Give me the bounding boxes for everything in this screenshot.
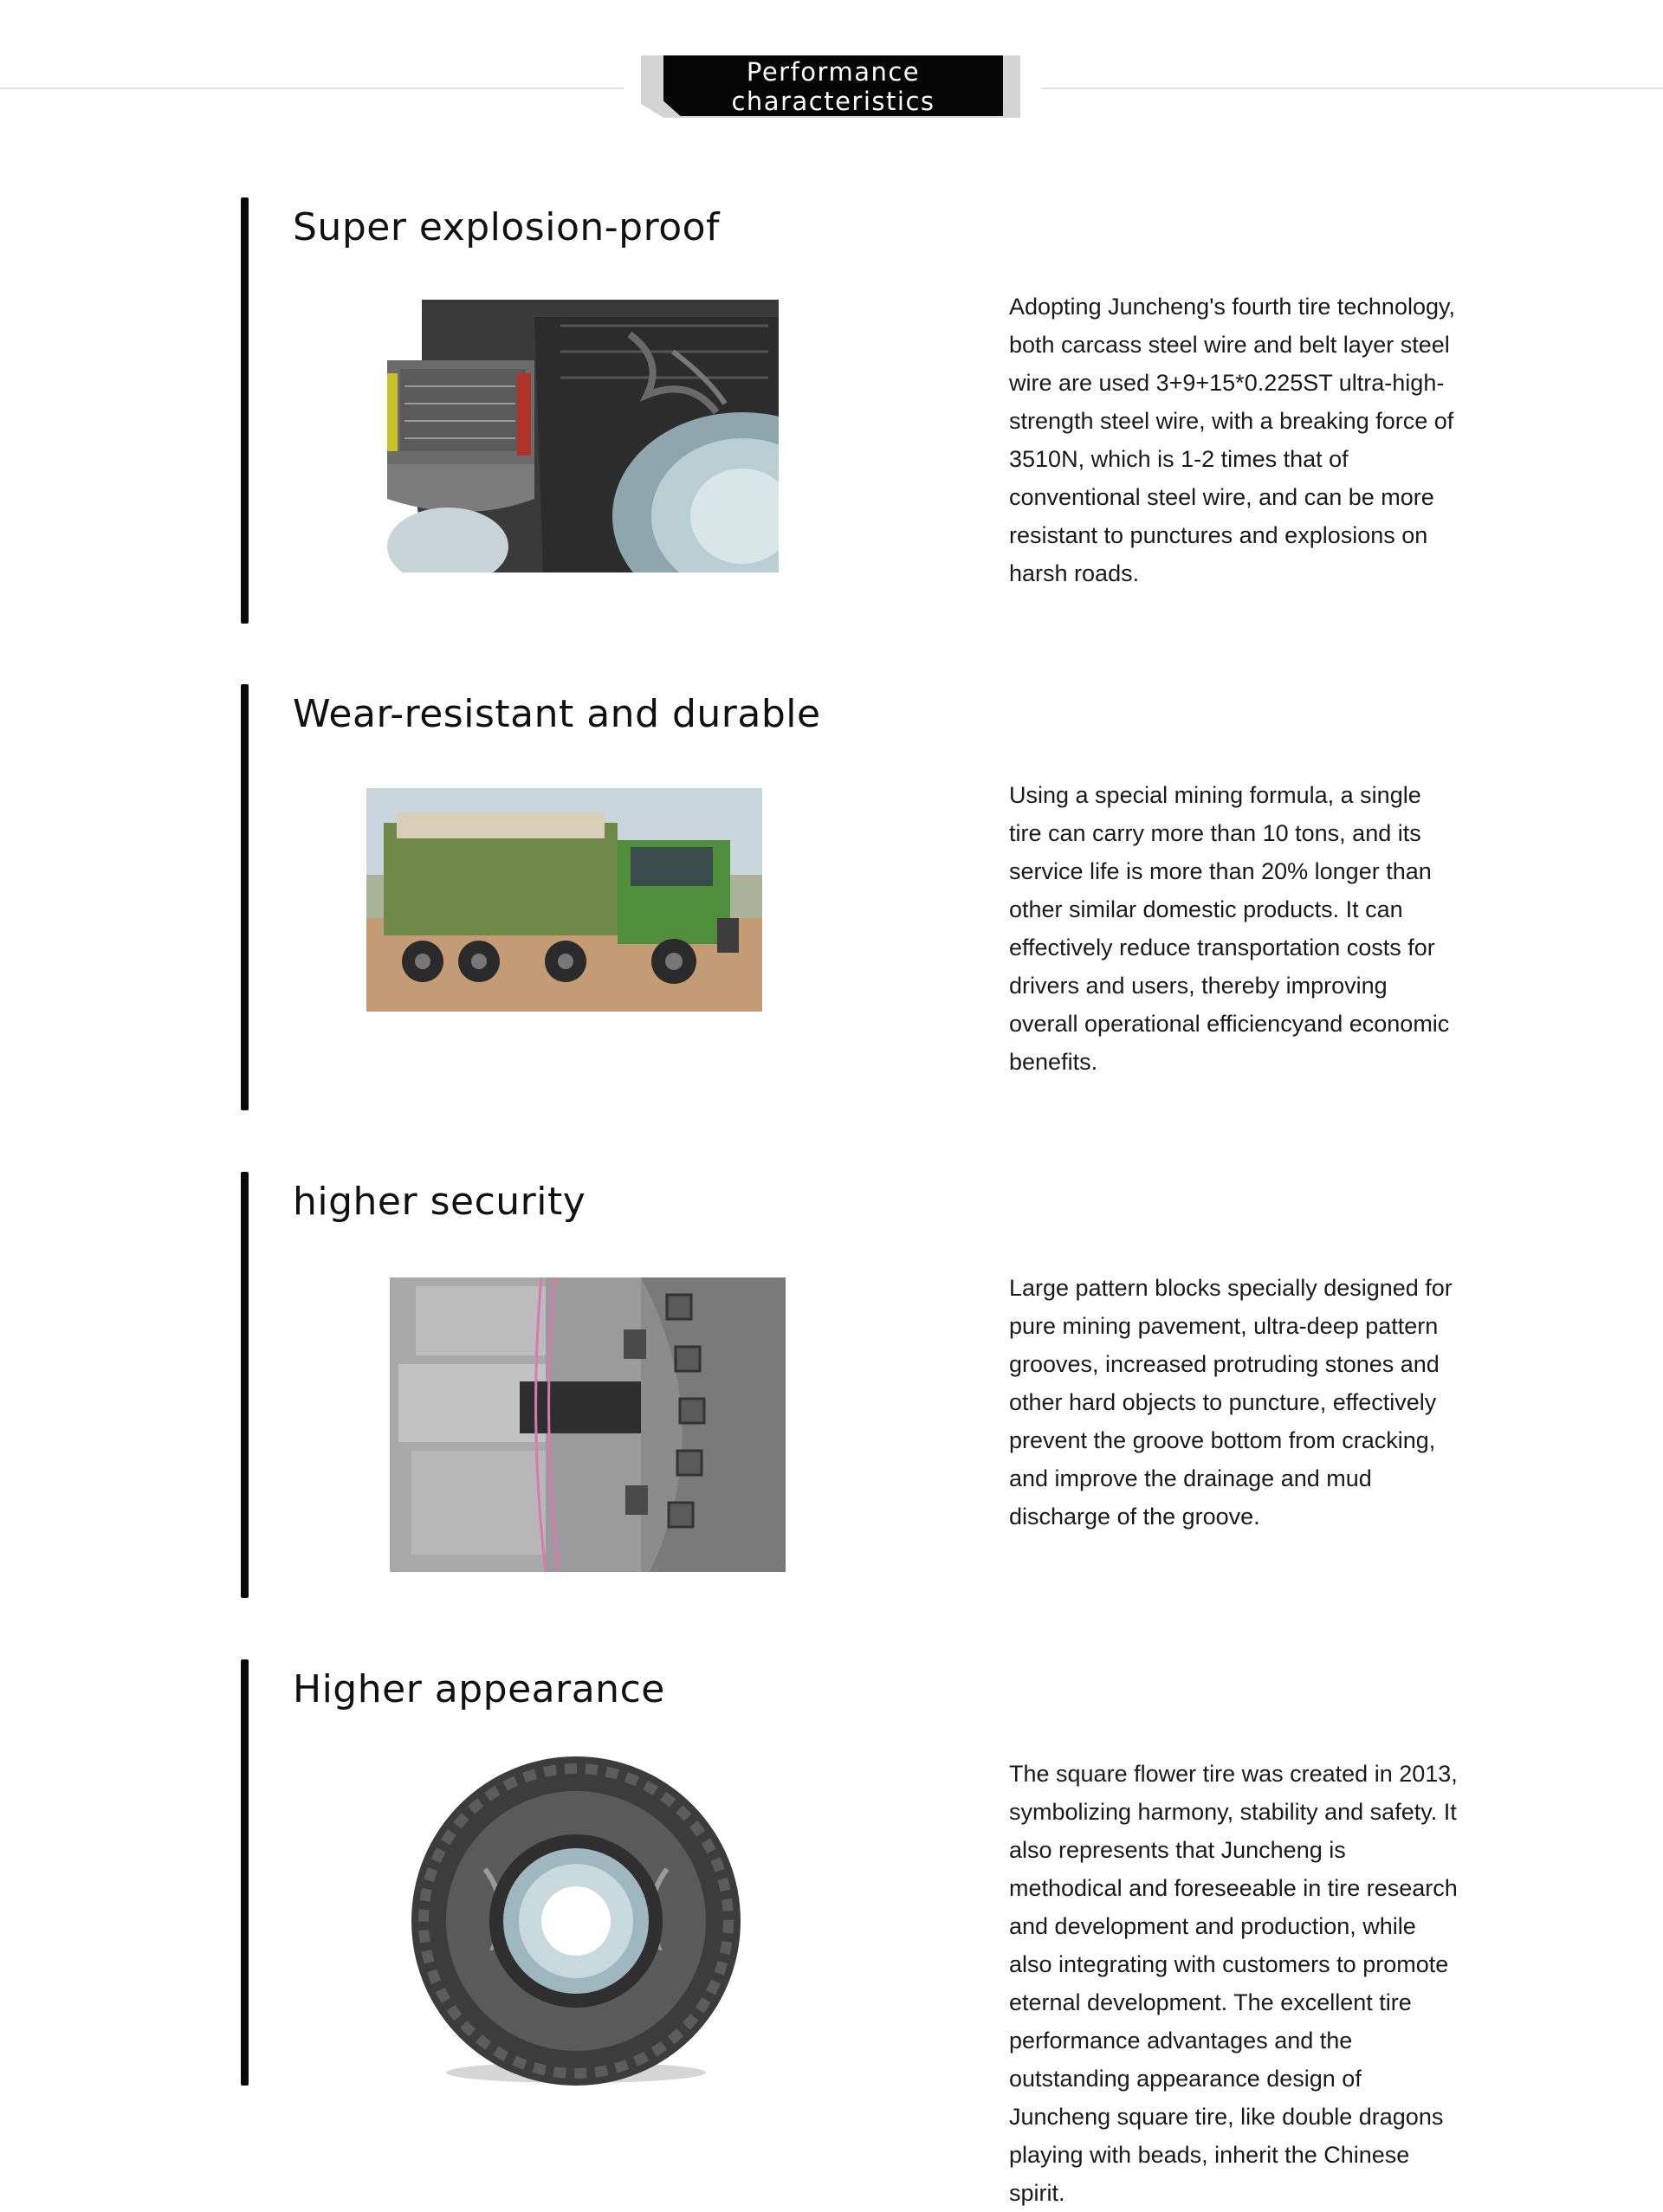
feature-description: Adopting Juncheng's fourth tire technology, both carcass steel wire and belt layer steel wire are used 3+9+15*0.225ST ultra-high-strength steel wire, with a breaking force of 3510N, which is 1-2 times that of conventional steel wire, and can be more resistant to punctures and explosions on harsh roads. <box>1009 294 1455 586</box>
feature-title: Wear-resistant and durable <box>293 692 821 736</box>
feature-description: Using a special mining formula, a single tire can carry more than 10 tons, and its service life is more than 20% longer than other similar domestic products. It can effectively reduce transportation costs for drivers and users, thereby improving overall operational efficiencyand economic benefits. <box>1009 782 1450 1075</box>
banner-title: Performance characteristics <box>731 57 935 116</box>
feature-description: The square flower tire was created in 2013, symbolizing harmony, stability and safety. It also represents that Juncheng is methodical and foreseeable in tire research and development and production, while also integrating with customers to promote eternal development. The excellent tire performance advantages and the outstanding appearance design of Juncheng square tire, like double dragons playing with beads, inherit the Chinese spirit. <box>1009 1761 1458 2206</box>
accent-bar <box>241 1172 249 1598</box>
square-flower-tire-image <box>407 1756 745 2094</box>
tire-cross-section-image <box>387 300 779 572</box>
accent-bar <box>241 197 249 624</box>
accent-bar <box>241 1659 249 2086</box>
feature-title: Higher appearance <box>293 1667 665 1711</box>
feature-title: higher security <box>293 1180 586 1224</box>
header-rule-left <box>0 87 624 89</box>
feature-title: Super explosion-proof <box>293 205 721 249</box>
accent-bar <box>241 684 249 1110</box>
mining-truck-image <box>366 788 762 1012</box>
header-rule-right <box>1041 87 1663 89</box>
section-banner <box>641 55 1020 118</box>
tire-tread-closeup-image <box>390 1277 786 1572</box>
feature-description: Large pattern blocks specially designed for pure mining pavement, ultra-deep pattern grooves, increased protruding stones and other hard objects to puncture, effectively prevent the groove bottom from cracking, and improve the drainage and mud discharge of the groove. <box>1009 1275 1453 1530</box>
